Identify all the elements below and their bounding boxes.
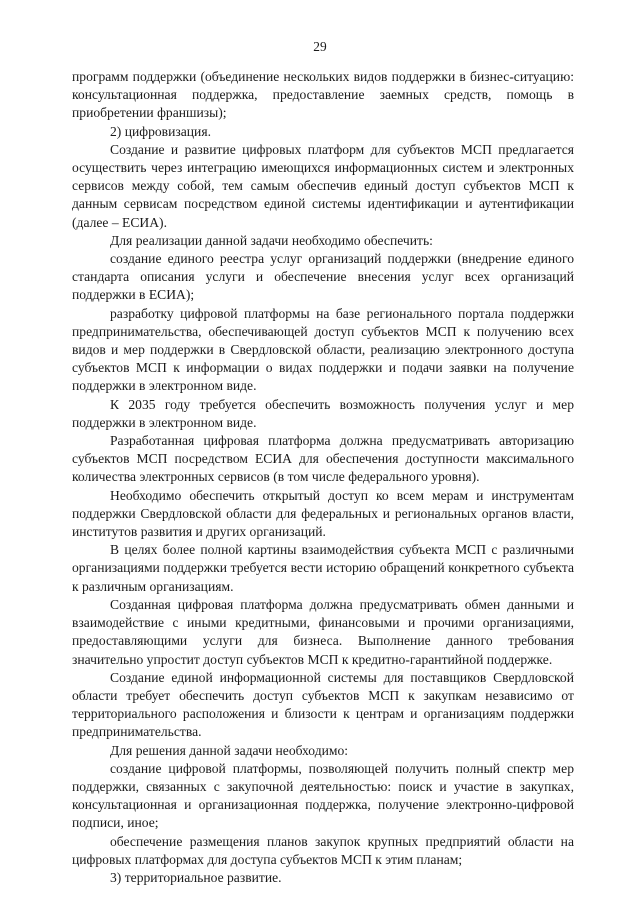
- section-heading-digitalization: 2) цифровизация.: [110, 123, 211, 139]
- paragraph: Необходимо обеспечить открытый доступ ко всем мерам и инструментам поддержки Свердловской области для федеральных и региональных органов власти, институтов развития и других организаций.: [72, 487, 574, 540]
- paragraph: Для решения данной задачи необходимо:: [110, 742, 349, 758]
- paragraph: Создание и развитие цифровых платформ для субъектов МСП предлагается осуществить через интеграцию имеющихся информационных систем и электронных сервисов между собой, тем самым обеспечив единый доступ субъектов МСП к данным сервисам посредством единой системы идентификации и аутентификации (далее – ЕСИА).: [72, 141, 574, 230]
- paragraph-continuation: программ поддержки (объединение нескольких видов поддержки в бизнес-ситуацию: консультационная поддержка, предоставление заемных средств, помощь в приобретении франшизы);: [72, 69, 574, 121]
- list-item: обеспечение размещения планов закупок крупных предприятий области на цифровых платформах для доступа субъектов МСП к этим планам;: [72, 833, 574, 867]
- paragraph: Для реализации данной задачи необходимо обеспечить:: [110, 232, 433, 248]
- paragraph: Созданная цифровая платформа должна предусматривать обмен данными и взаимодействие с иными кредитными, финансовыми и прочими организациями, предоставляющими услуги для бизнеса. Выполнение данного требования значительно упростит доступ субъектов МСП к кредитно-гарантийной поддержке.: [72, 596, 574, 667]
- section-heading-territorial-development: 3) территориальное развитие.: [110, 869, 282, 885]
- list-item: разработку цифровой платформы на базе регионального портала поддержки предпринимательства, обеспечивающей доступ субъектов МСП к получению всех видов и мер поддержки в Свердловской области, реализацию электронного доступа субъектов МСП к информации о видах поддержки и подачи заявки на получение поддержки в электронном виде.: [72, 305, 574, 394]
- paragraph: Разработанная цифровая платформа должна предусматривать авторизацию субъектов МСП посредством ЕСИА для обеспечения доступности максимального количества электронных сервисов (в том числе федерального уровня).: [72, 433, 574, 485]
- list-item: создание цифровой платформы, позволяющей получить полный спектр мер поддержки, связанных с закупочной деятельностью: поиск и участие в закупках, консультационная и организационная поддержка, получение электронно-цифровой подписи, иное;: [72, 760, 574, 831]
- paragraph: Создание единой информационной системы для поставщиков Свердловской области требует обеспечить доступ субъектов МСП к закупкам независимо от территориального расположения и близости к центрам и организациям поддержки предпринимательства.: [72, 669, 574, 740]
- page-number: 29: [313, 39, 327, 54]
- body-text: [72, 68, 574, 887]
- list-item: создание единого реестра услуг организаций поддержки (внедрение единого стандарта описания услуги и обеспечение внесения услуг всех организаций поддержки в ЕСИА);: [72, 251, 574, 303]
- paragraph: К 2035 году требуется обеспечить возможность получения услуг и мер поддержки в электронном виде.: [72, 396, 574, 430]
- paragraph: В целях более полной картины взаимодействия субъекта МСП с различными организациями поддержки требуется вести историю обращений конкретного субъекта к различным организациям.: [72, 542, 574, 594]
